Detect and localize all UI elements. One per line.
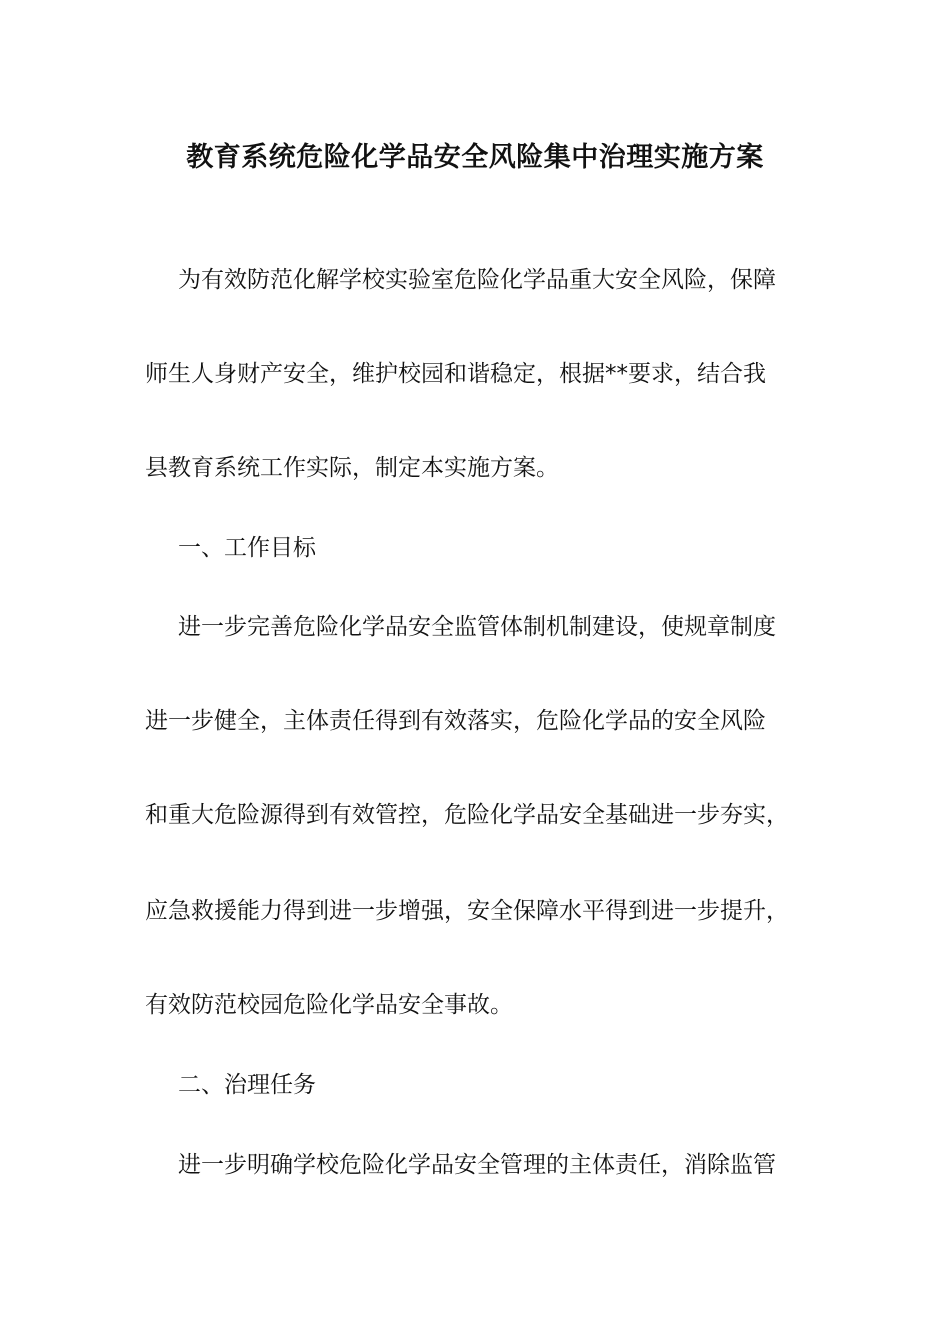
paragraph-line: 进一步完善危险化学品安全监管体制机制建设，使规章制度 <box>178 614 776 640</box>
paragraph-line: 进一步健全，主体责任得到有效落实，危险化学品的安全风险 <box>145 708 766 734</box>
section-heading: 二、治理任务 <box>178 1072 316 1098</box>
paragraph-line: 为有效防范化解学校实验室危险化学品重大安全风险，保障 <box>178 267 776 293</box>
paragraph-line: 师生人身财产安全，维护校园和谐稳定，根据**要求，结合我 <box>145 361 766 387</box>
paragraph-line: 应急救援能力得到进一步增强，安全保障水平得到进一步提升， <box>145 898 789 924</box>
paragraph-line: 有效防范校园危险化学品安全事故。 <box>145 992 513 1018</box>
section-heading: 一、工作目标 <box>178 535 316 561</box>
paragraph-line: 县教育系统工作实际，制定本实施方案。 <box>145 455 559 481</box>
paragraph-line: 和重大危险源得到有效管控，危险化学品安全基础进一步夯实， <box>145 802 789 828</box>
paragraph-line: 进一步明确学校危险化学品安全管理的主体责任，消除监管 <box>178 1152 776 1178</box>
document-title: 教育系统危险化学品安全风险集中治理实施方案 <box>186 142 764 173</box>
